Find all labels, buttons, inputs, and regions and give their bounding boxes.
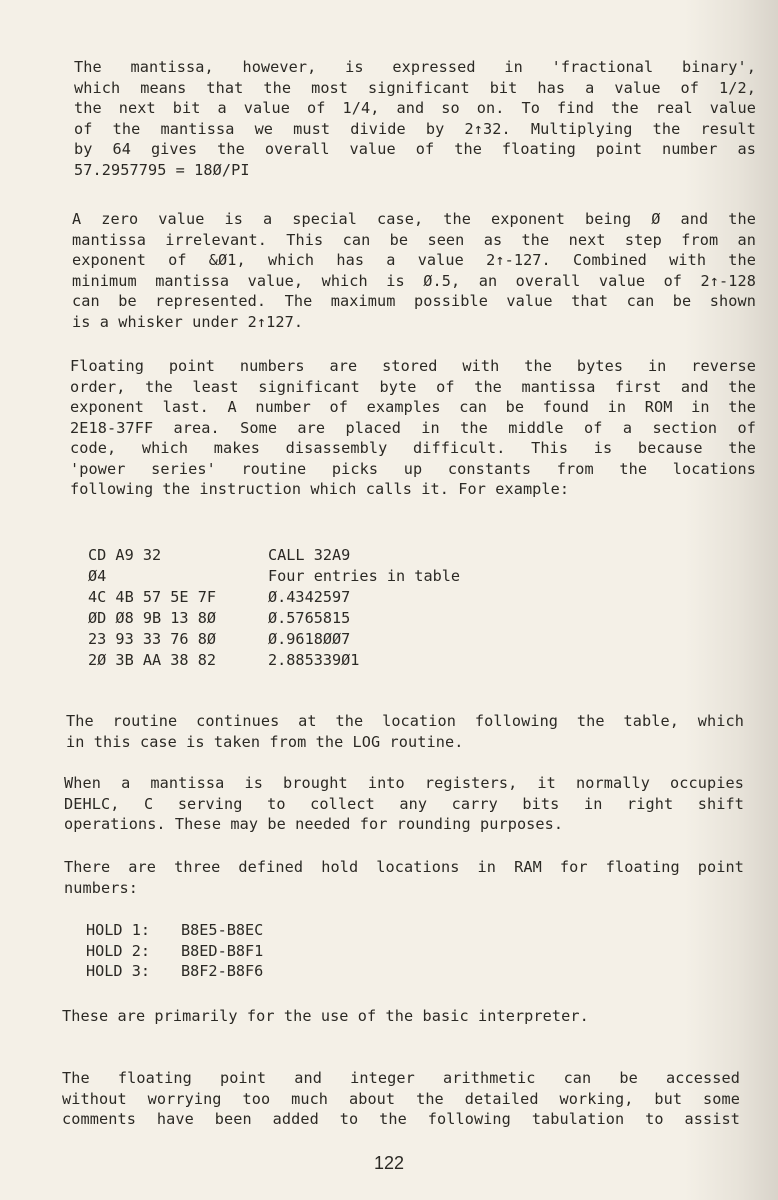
text-line: operations. These may be needed for rounding purposes. [64, 815, 564, 833]
code-listing [88, 545, 460, 671]
text-line: of the mantissa we must divide by 2↑32. Multiplying the result [74, 119, 756, 138]
code-row [88, 587, 460, 608]
code-bytes: 23 93 33 76 8Ø [88, 630, 217, 648]
code-bytes: CD A9 32 [88, 546, 162, 564]
hold-row [86, 920, 263, 941]
text-line: by 64 gives the overall value of the floating point number as [74, 140, 756, 158]
text-line: When a mantissa is brought into registers, it normally occupies [64, 774, 744, 792]
text-line: 57.2957795 = 18Ø/PI [74, 160, 250, 179]
code-row [88, 566, 460, 587]
code-text: Ø.5765815 [268, 609, 351, 627]
text-line: The floating point and integer arithmetic can be accessed [62, 1069, 740, 1087]
hold-range: B8E5-B8EC [181, 921, 264, 939]
hold-label: HOLD 3: [86, 962, 151, 980]
text-line: There are three defined hold locations in RAM for floating point [64, 858, 744, 876]
text-line: The routine continues at the location following the table, which [66, 712, 744, 730]
paragraph-mantissa-registers [64, 773, 744, 835]
hold-row [86, 941, 263, 962]
paragraph-mantissa [74, 57, 756, 180]
code-text: Ø.9618ØØ7 [268, 630, 351, 648]
text-line: comments have been added to the following tabulation to assist [62, 1110, 740, 1128]
text-line: The mantissa, however, is expressed in 'fractional binary', [74, 58, 756, 76]
text-line: 2E18-37FF area. Some are placed in the middle of a section of [70, 418, 756, 437]
text-line: code, which makes disassembly difficult. This is because the [70, 439, 756, 457]
text-line: is a whisker under 2↑127. [72, 312, 304, 331]
text-line: DEHLC, C serving to collect any carry bits in right shift [64, 794, 744, 813]
hold-row [86, 961, 263, 982]
code-bytes: 2Ø 3B AA 38 82 [88, 651, 217, 669]
text-line: mantissa irrelevant. This can be seen as the next step from an [72, 230, 756, 249]
text-line: the next bit a value of 1/4, and so on. To find the real value [74, 99, 756, 117]
text-line: 'power series' routine picks up constants from the locations [70, 459, 756, 478]
hold-range: B8ED-B8F1 [181, 941, 264, 960]
text-line: in this case is taken from the LOG routine. [66, 732, 464, 751]
text-line: without worrying too much about the detailed working, but some [62, 1089, 740, 1108]
text-line: minimum mantissa value, which is Ø.5, an overall value of 2↑-128 [72, 271, 756, 290]
code-text: CALL 32A9 [268, 546, 351, 564]
code-row [88, 545, 460, 566]
code-text: 2.885339Ø1 [268, 651, 360, 669]
text-line: exponent last. A number of examples can be found in ROM in the [70, 398, 756, 416]
hold-label: HOLD 1: [86, 921, 151, 939]
text-line: A zero value is a special case, the exponent being Ø and the [72, 210, 756, 228]
text-line: These are primarily for the use of the basic interpreter. [62, 1007, 589, 1025]
paragraph-hold-locations [64, 857, 744, 898]
hold-locations-list [86, 920, 263, 982]
paragraph-arithmetic [62, 1068, 740, 1130]
text-line: order, the least significant byte of the mantissa first and the [70, 377, 756, 396]
paragraph-basic-interpreter [62, 1006, 742, 1027]
paragraph-zero-value [72, 209, 756, 332]
text-line: following the instruction which calls it. For example: [70, 480, 570, 498]
text-line: Floating point numbers are stored with the bytes in reverse [70, 357, 756, 375]
text-line: which means that the most significant bit has a value of 1/2, [74, 78, 756, 97]
paragraph-storage-order [70, 356, 756, 500]
text-line: can be represented. The maximum possible value that can be shown [72, 292, 756, 310]
code-bytes: 4C 4B 57 5E 7F [88, 588, 217, 606]
code-bytes: Ø4 [88, 567, 107, 585]
code-text: Four entries in table [268, 567, 461, 585]
code-text: Ø.4342597 [268, 588, 351, 606]
code-row [88, 608, 460, 629]
text-line: exponent of &Ø1, which has a value 2↑-127. Combined with the [72, 251, 756, 269]
hold-range: B8F2-B8F6 [181, 962, 264, 980]
code-bytes: ØD Ø8 9B 13 8Ø [88, 609, 217, 627]
hold-label: HOLD 2: [86, 941, 151, 960]
code-row [88, 650, 460, 671]
paragraph-routine-continues [66, 711, 744, 752]
text-line: numbers: [64, 878, 138, 897]
code-row [88, 629, 460, 650]
page-number: 122 [373, 1153, 405, 1173]
